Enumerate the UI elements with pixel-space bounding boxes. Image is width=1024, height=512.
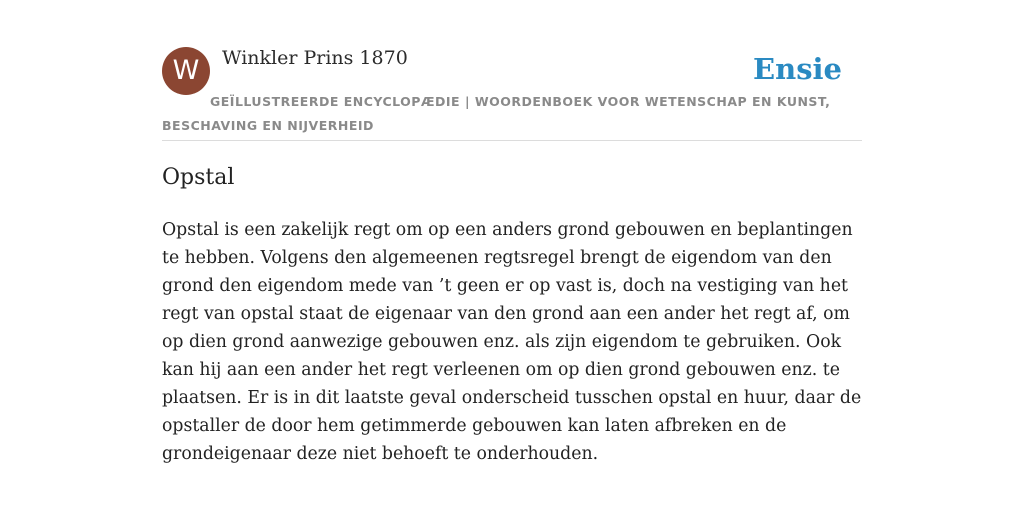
source-header <box>162 46 862 141</box>
entry-body: Opstal is een zakelijk regt om op een anders grond gebouwen en beplantingen te hebben. Volgens den algemeenen regtsregel brengt de eigendom van den grond den eigendom mede van ’t geen er op vast is, doch na vestiging van het regt van opstal staat de eigenaar van den grond aan een ander het regt af, om op dien grond aanwezige gebouwen enz. als zijn eigendom te gebruiken. Ook kan hij aan een ander het regt verleenen om op dien grond gebouwen enz. te plaatsen. Er is in dit laatste geval onderscheid tusschen opstal en huur, daar de opstaller de door hem getimmerde gebouwen kan laten afbreken en de grondeigenaar deze niet behoeft te onderhouden. <box>162 220 862 464</box>
source-avatar[interactable]: W <box>162 47 210 95</box>
source-subtitle: GEÏLLUSTREERDE ENCYCLOPÆDIE | WOORDENBOEK VOOR WETENSCHAP EN KUNST, BESCHAVING EN NIJVERHEID <box>162 94 831 133</box>
ensie-logo[interactable]: Ensie <box>753 52 842 86</box>
source-title[interactable]: Winkler Prins 1870 <box>222 47 408 69</box>
entry-title: Opstal <box>162 165 235 190</box>
